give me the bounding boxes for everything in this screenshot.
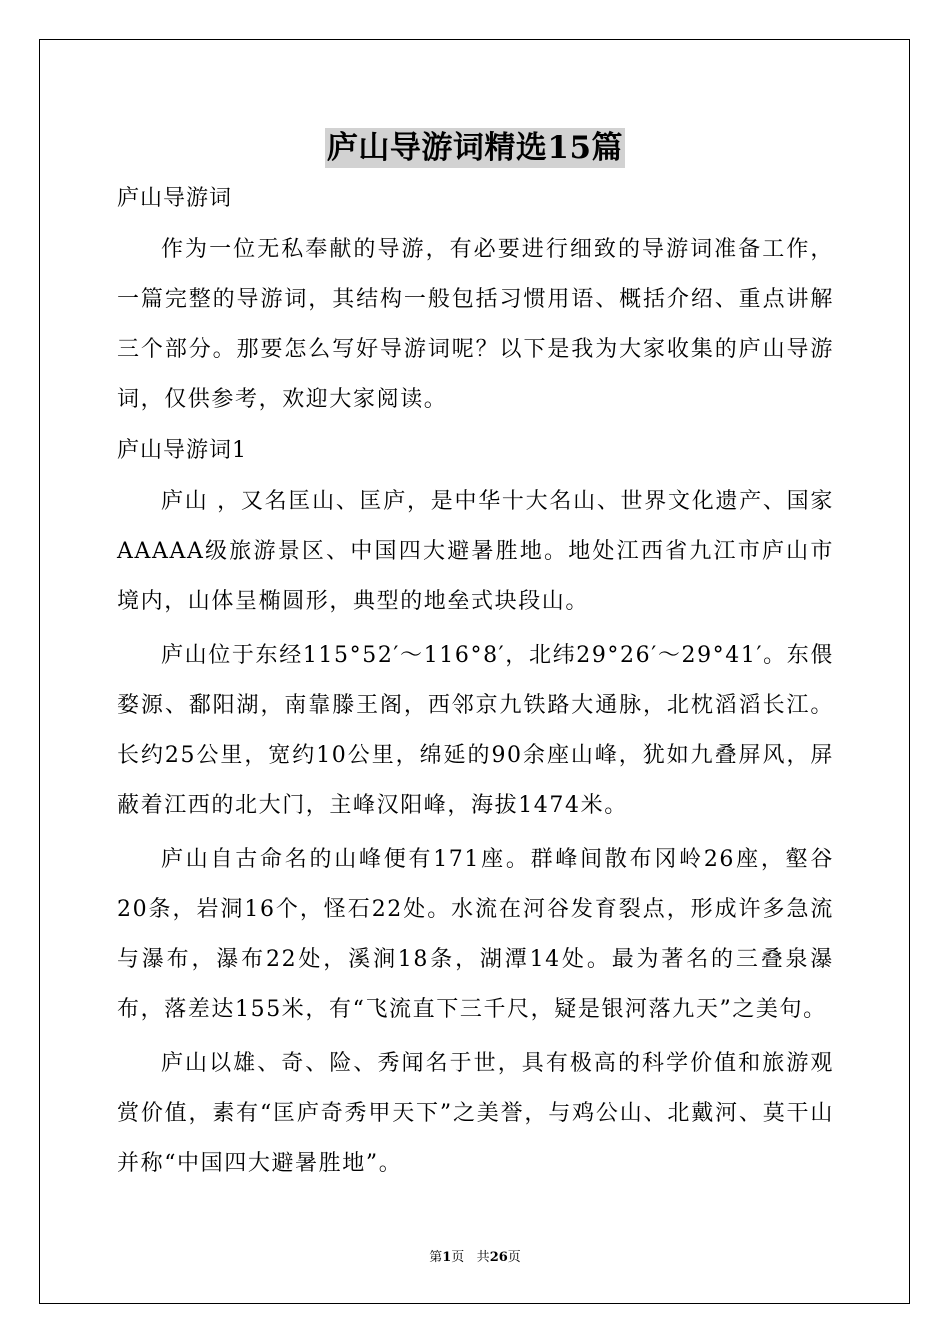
body-paragraph-2: 庐山位于东经115°52′～116°8′，北纬29°26′～29°41′。东偎婺源、鄱阳湖，南靠滕王阁，西邻京九铁路大通脉，北枕滔滔长江。长约25公里，宽约10公里，绵延的90余座山峰，犹如九叠屏风，屏蔽着江西的北大门，主峰汉阳峰，海拔1474米。: [117, 643, 834, 818]
body-paragraph-4: 庐山以雄、奇、险、秀闻名于世，具有极高的科学价值和旅游观赏价值，素有“匡庐奇秀甲天下”之美誉，与鸡公山、北戴河、莫干山并称“中国四大避暑胜地”。: [117, 1051, 834, 1176]
section-heading: 庐山导游词1: [117, 438, 247, 463]
document-title: 庐山导游词精选15篇: [326, 130, 624, 166]
total-suffix: 页: [507, 1250, 521, 1265]
page-suffix: 页: [451, 1250, 465, 1265]
page-prefix: 第: [429, 1250, 443, 1265]
total-prefix: 共: [476, 1250, 490, 1265]
page-footer: [0, 1246, 950, 1265]
body-paragraph-1: 庐山 ，又名匡山、匡庐，是中华十大名山、世界文化遗产、国家AAAAA级旅游景区、中国四大避暑胜地。地处江西省九江市庐山市境内，山体呈椭圆形，典型的地垒式块段山。: [117, 489, 834, 614]
page-number: 1: [442, 1250, 452, 1265]
document-body: [117, 177, 834, 1193]
intro-paragraph: 作为一位无私奉献的导游，有必要进行细致的导游词准备工作，一篇完整的导游词，其结构一般包括习惯用语、概括介绍、重点讲解三个部分。那要怎么写好导游词呢？以下是我为大家收集的庐山导游词，仅供参考，欢迎大家阅读。: [117, 237, 834, 412]
total-pages: 26: [489, 1250, 508, 1265]
body-paragraph-3: 庐山自古命名的山峰便有171座。群峰间散布冈岭26座，壑谷20条，岩洞16个，怪石22处。水流在河谷发育裂点，形成许多急流与瀑布，瀑布22处，溪涧18条，湖潭14处。最为著名的三叠泉瀑布，落差达155米，有“飞流直下三千尺，疑是银河落九天”之美句。: [117, 847, 834, 1022]
intro-heading: 庐山导游词: [117, 186, 233, 211]
title-container: [0, 128, 950, 168]
